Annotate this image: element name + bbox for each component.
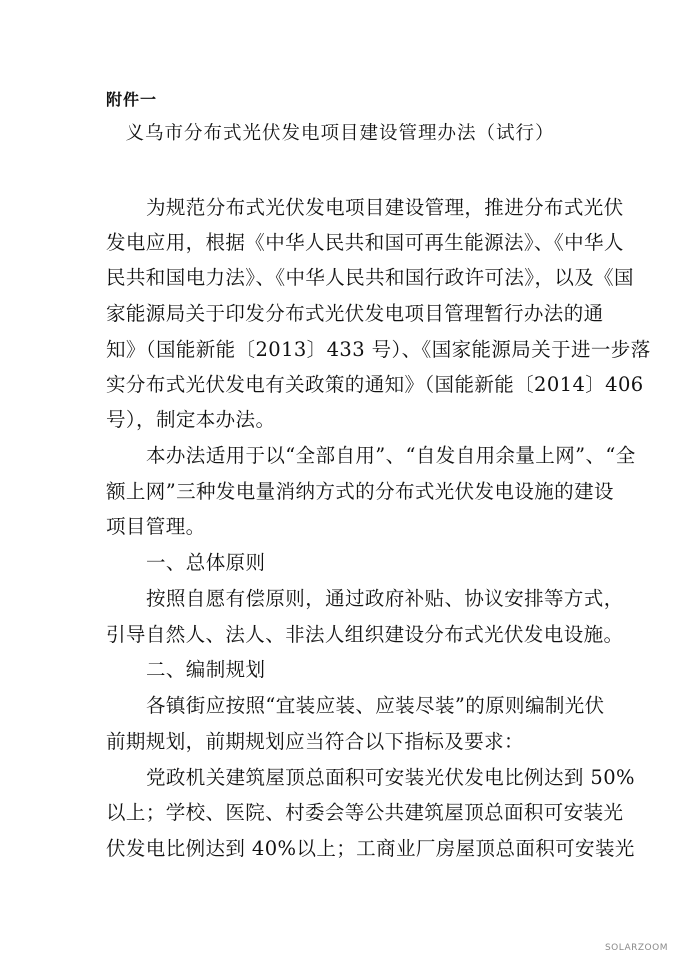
body-line: 额上网”三种发电量消纳方式的分布式光伏发电设施的建设 — [106, 480, 614, 503]
body-line: 伏发电比例达到 40%以上；工商业厂房屋顶总面积可安装光 — [106, 837, 635, 860]
body-line: 项目管理。 — [106, 515, 206, 538]
body-line: 家能源局关于印发分布式光伏发电项目管理暂行办法的通 — [106, 302, 604, 325]
body-line: 实分布式光伏发电有关政策的通知》（国能新能〔2014〕406 — [106, 373, 644, 396]
body-line: 前期规划，前期规划应当符合以下指标及要求： — [106, 730, 524, 753]
body-line: 民共和国电力法》、《中华人民共和国行政许可法》，以及《国 — [106, 266, 634, 289]
body-line: 发电应用，根据《中华人民共和国可再生能源法》、《中华人 — [106, 231, 624, 254]
body-line: 党政机关建筑屋顶总面积可安装光伏发电比例达到 50% — [146, 766, 635, 789]
body-line: 按照自愿有偿原则，通过政府补贴、协议安排等方式， — [146, 587, 624, 610]
body-line: 为规范分布式光伏发电项目建设管理，推进分布式光伏 — [146, 196, 624, 219]
section-heading: 二、编制规划 — [146, 658, 266, 681]
section-heading: 一、总体原则 — [146, 551, 266, 574]
document-title: 义乌市分布式光伏发电项目建设管理办法（试行） — [125, 123, 555, 144]
body-line: 以上；学校、医院、村委会等公共建筑屋顶总面积可安装光 — [106, 801, 624, 824]
body-line: 知》（国能新能〔2013〕433 号）、《国家能源局关于进一步落 — [106, 338, 651, 361]
body-line: 各镇街应按照“宜装应装、应装尽装”的原则编制光伏 — [146, 694, 605, 717]
annex-label: 附件一 — [106, 90, 158, 109]
body-line: 号），制定本办法。 — [106, 408, 276, 431]
body-line: 引导自然人、法人、非法人组织建设分布式光伏发电设施。 — [106, 623, 624, 646]
watermark-logo: SOLARZOOM — [604, 943, 668, 953]
body-line: 本办法适用于以“全部自用”、“自发自用余量上网”、“全 — [146, 444, 636, 467]
